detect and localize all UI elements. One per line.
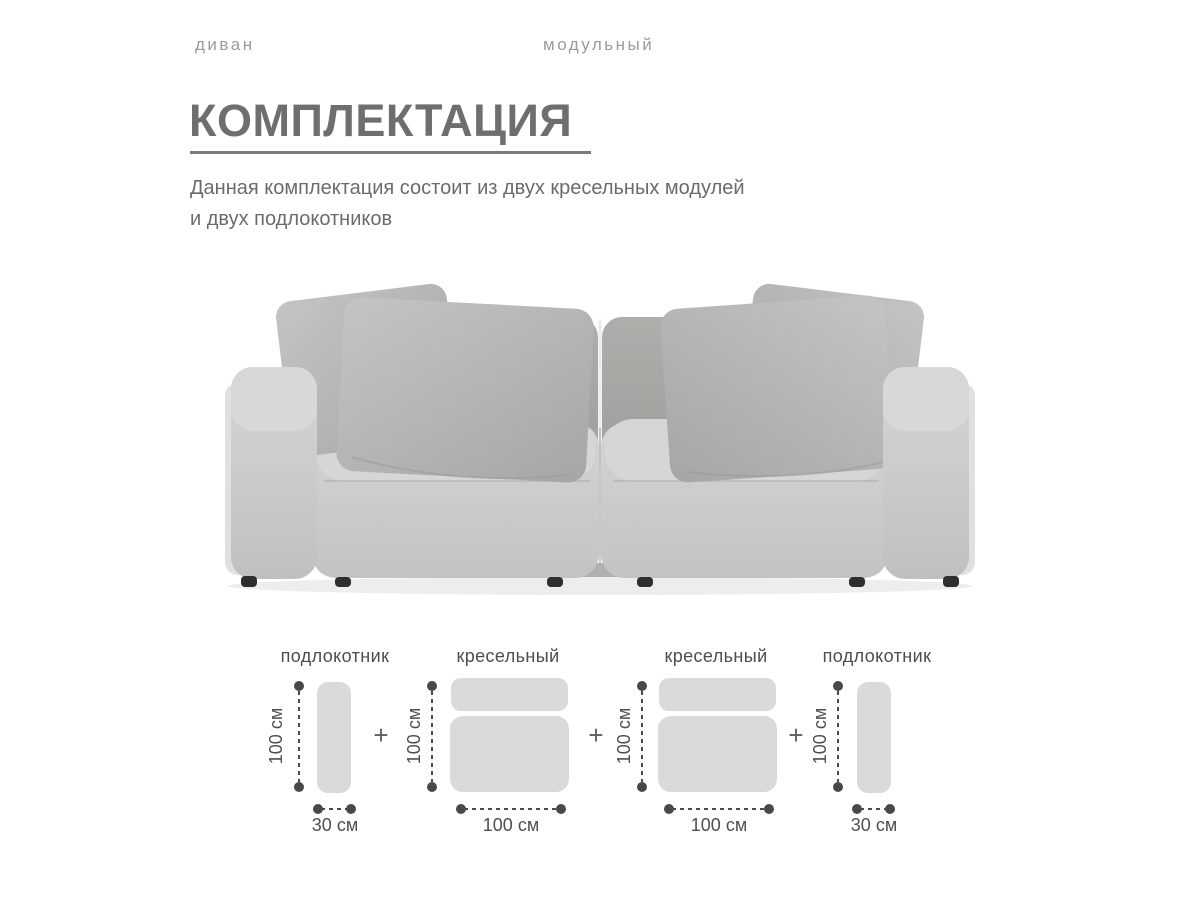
height-dimension-line	[837, 691, 839, 782]
height-dimension-label: 100 см	[614, 707, 634, 765]
dimension-dot	[885, 804, 895, 814]
sofa-front-pillow-right	[659, 294, 896, 483]
height-dimension-label: 100 см	[810, 707, 830, 765]
width-dimension-line	[672, 808, 766, 810]
dimension-dot	[427, 782, 437, 792]
description-line-2: и двух подлокотников	[190, 208, 393, 230]
diagram-module-seat-1	[404, 643, 600, 843]
module-label: кресельный	[456, 646, 560, 666]
width-dimension-line	[321, 808, 349, 810]
dimension-dot	[833, 681, 843, 691]
dimension-dot	[833, 782, 843, 792]
height-dimension-line	[298, 691, 300, 782]
title-divider	[190, 151, 591, 154]
sofa-armrest-left	[225, 367, 317, 579]
dimension-dot	[427, 681, 437, 691]
plus-separator: +	[788, 720, 804, 750]
description-line-1: Данная комплектация состоит из двух кресельных модулей	[190, 177, 745, 199]
module-label: подлокотник	[280, 646, 390, 666]
diagram-module-armrest-2	[792, 643, 962, 843]
sofa-armrest-right	[883, 367, 975, 579]
dimension-dot	[764, 804, 774, 814]
width-dimension-line	[464, 808, 558, 810]
dimension-dot	[637, 782, 647, 792]
width-dimension-label: 100 см	[690, 815, 748, 835]
armrest-shape	[857, 682, 891, 793]
armrest-shape	[317, 682, 351, 793]
height-dimension-label: 100 см	[266, 707, 286, 765]
width-dimension-line	[860, 808, 888, 810]
width-dimension-label: 100 см	[482, 815, 540, 835]
dimension-dot	[294, 782, 304, 792]
dimension-dot	[294, 681, 304, 691]
product-category-label: диван	[195, 35, 255, 54]
width-dimension-label: 30 см	[850, 815, 898, 835]
height-dimension-label: 100 см	[404, 707, 424, 765]
dimension-dot	[637, 681, 647, 691]
seat-cushion-shape	[450, 716, 569, 792]
plus-separator: +	[588, 720, 604, 750]
height-dimension-line	[641, 691, 643, 782]
height-dimension-line	[431, 691, 433, 782]
page-title: КОМПЛЕКТАЦИЯ	[189, 95, 573, 146]
seat-cushion-shape	[658, 716, 777, 792]
module-label: кресельный	[664, 646, 768, 666]
sofa-product-image	[195, 283, 1005, 603]
plus-separator: +	[373, 720, 389, 750]
width-dimension-label: 30 см	[311, 815, 359, 835]
product-type-label: модульный	[543, 35, 655, 54]
module-label: подлокотник	[822, 646, 932, 666]
seat-back-shape	[451, 678, 568, 711]
sofa-front-pillow-left	[336, 297, 595, 484]
seat-back-shape	[659, 678, 776, 711]
dimension-dot	[556, 804, 566, 814]
dimension-dot	[346, 804, 356, 814]
